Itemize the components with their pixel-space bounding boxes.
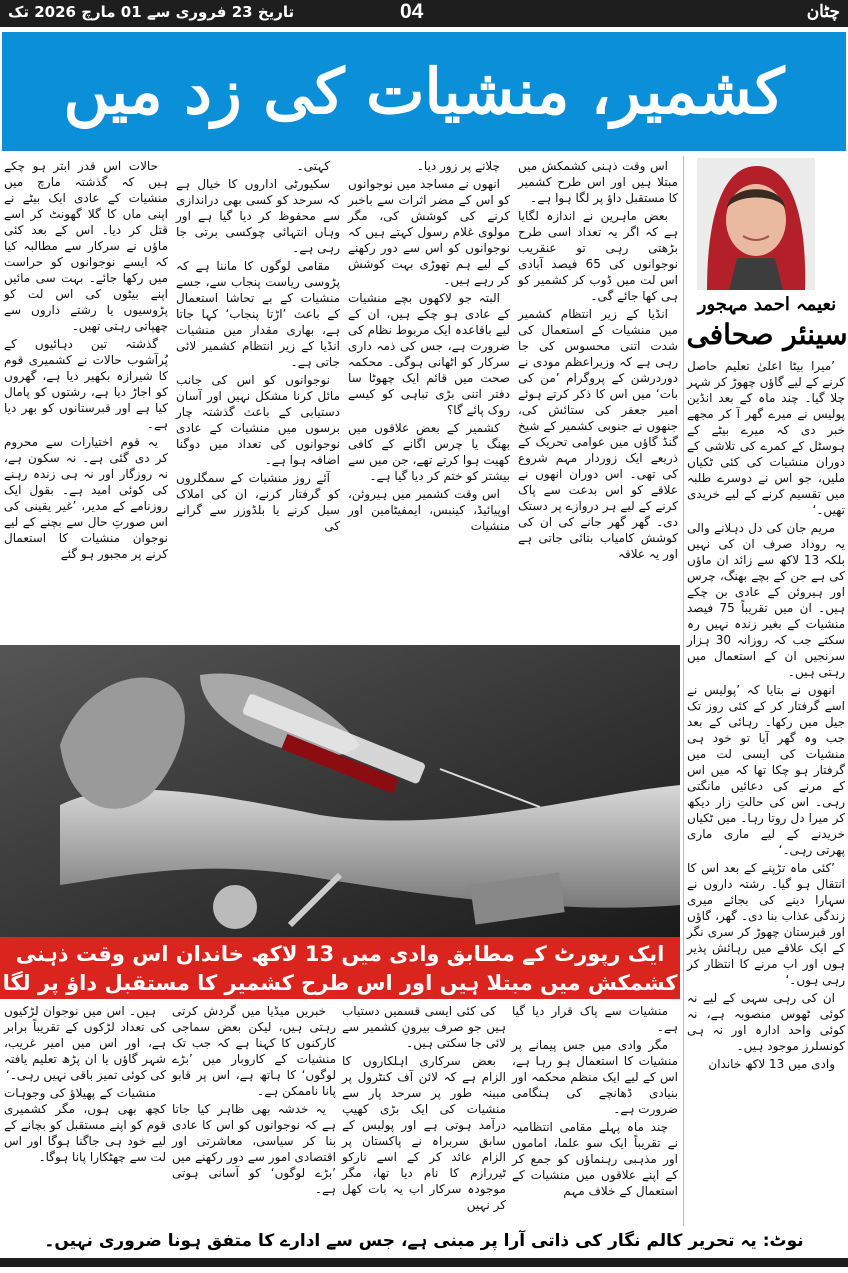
- disclaimer-note: نوٹ: یہ تحریر کالم نگار کی ذاتی آرا پر مبنی ہے، جس سے ادارے کا متفق ہونا ضروری نہیں۔: [44, 1231, 804, 1251]
- paragraph: مگر وادی میں جس پیمانے پر منشیات کا استعمال ہو رہا ہے، اس کے لیے ایک منظم محکمہ اور بنیادی ڈھانچے کی ہنگامی ضرورت ہے۔: [512, 1038, 678, 1116]
- paragraph: البتہ جو لاکھوں بچے منشیات کے عادی ہو چکے ہیں، ان کے لیے باقاعدہ ایک مربوط نظام کی ضرورت ہے، جس کی ذمہ داری سرکار کو اٹھانی ہوگی۔ محکمہ صحت میں قائم ایک چھوٹا سا دفتر اتنی بڑی تباہی کو کیسے روک پائے گا؟: [348, 291, 510, 417]
- top-column-3: [176, 158, 340, 536]
- column-divider: [683, 156, 684, 1226]
- top-column-4: [4, 158, 168, 564]
- top-column-1: [518, 158, 678, 564]
- page-number: 04: [400, 0, 424, 23]
- paragraph: مریم جان کی دل دہلانے والی یہ روداد صرف ان کی نہیں بلکہ 13 لاکھ سے زائد ان ماؤں کی ہے جن کے بچے بھنگ، چرس اور ہیروئن کے عادی بن چکے ہیں۔ ان میں تقریباً 75 فیصد منشیات کے بغیر زندہ نہیں رہ سکتے جب کہ روزانہ 30 ہزار سرنجیں ان کے استعمال میں رہتی ہیں۔: [687, 521, 845, 679]
- top-column-2: [348, 158, 510, 536]
- paragraph: بعض سرکاری اہلکاروں کا الزام ہے کہ لائن آف کنٹرول پر مبینہ طور پر سرحد پار سے منشیات کی ایک بڑی کھیپ درآمد ہوتی ہے اور پولیس کے سابق سربراہ نے پاکستان پر الزام عائد کر کے اسے نارکو ٹیررازم کا نام دیا تھا، مگر موجودہ سرکار اب یہ بات کھل کر نہیں: [342, 1054, 506, 1212]
- paragraph: منشیات کے پھیلاؤ کی وجوہات کچھ بھی ہوں، مگر کشمیری قوم کو اپنے مستقبل کو بچانے کے لیے خود ہی جاگنا ہوگا اور اس لت سے چھٹکارا پانا ہوگا۔: [4, 1086, 166, 1164]
- paragraph: ’میرا بیٹا اعلیٰ تعلیم حاصل کرنے کے لیے گاؤں چھوڑ کر شہر چلا گیا۔ چند ماہ کے بعد انڈین پولیس نے میرے گھر آ کر مجھے خبر دی کہ میرے بیٹے کے ہوسٹل کے کمرے کی تلاشی کے دوران منشیات کی کئی ٹکیاں ملیں، جو اس نے دوسرے طلبہ میں تقسیم کرنے کے لیے خریدی تھیں۔‘: [687, 359, 845, 517]
- paragraph: ہیں۔ اس میں نوجوان لڑکیوں کی تعداد لڑکوں کے تقریباً برابر ہے، اور اس میں امیر غریب، شہر گاؤں یا ان پڑھ تعلیم یافتہ کی کوئی تمیز باقی نہیں رہی۔‘: [4, 1004, 166, 1082]
- paragraph: سکیورٹی اداروں کا خیال ہے کہ سرحد کو کسی بھی دراندازی سے محفوظ کر دیا گیا ہے اور وہاں انتہائی چوکسی برتی جا رہی ہے۔: [176, 177, 340, 255]
- author-byline: [686, 293, 848, 353]
- paragraph: اس وقت کشمیر میں ہیروئن، اوپیائیڈ، کینبس، ایمفیٹامین اور منشیات: [348, 487, 510, 533]
- paragraph: کشمیر کے بعض علاقوں میں بھنگ یا چرس اگانے کے کافی کھیت ہوا کرتے تھے، جن میں سے بیشتر کو ختم کر دیا گیا ہے۔: [348, 421, 510, 483]
- paragraph: چند ماہ پہلے مقامی انتظامیہ نے تقریباً ایک سو علما، اماموں اور مذہبی رہنماؤں کو جمع کر کے اپنے علاقوں میں منشیات کے استعمال کے خلاف مہم: [512, 1120, 678, 1198]
- photo-caption: ایک رپورٹ کے مطابق وادی میں 13 لاکھ خاندان اس وقت ذہنی کشمکش میں مبتلا ہیں اور اس طرح کشمیر کا مستقبل داؤ پر لگا ہوا ہے: [0, 937, 680, 999]
- paragraph: وادی میں 13 لاکھ خاندان: [708, 1057, 835, 1071]
- paragraph: مقامی لوگوں کا ماننا ہے کہ پڑوسی ریاست پنجاب سے، جسے منشیات کے بے تحاشا استعمال کے باعث ’اڑتا پنجاب‘ کہا جاتا ہے، بھاری مقدار میں منشیات انڈیا کے زیر انتظام کشمیر لائی جاتی ہے۔: [176, 259, 340, 369]
- headline-banner: [2, 32, 846, 151]
- paragraph: انھوں نے بتایا کہ ’پولیس نے اسے گرفتار کر کے کئی روز تک جیل میں رکھا۔ رہائی کے بعد جب وہ گھر آیا تو خود ہی منشیات کی ایسی لت میں گرفتار ہو چکا تھا کہ میں اس کے مرنے کی دعائیں مانگتی رہی۔ اس کی حالتِ زار دیکھ کر میرا دل روتا رہا۔ میں ٹکیاں خریدنے کے لیے ماری ماری پھرتی رہی۔‘: [687, 683, 845, 857]
- issue-date: تاریخ 23 فروری سے 01 مارچ 2026 تک: [8, 3, 295, 21]
- drug-syringe-photo: [0, 645, 680, 937]
- bottom-column-4: [4, 1003, 166, 1167]
- headline: کشمیر، منشیات کی زد میں: [63, 55, 785, 128]
- paragraph: کہتی۔: [296, 159, 330, 173]
- paragraph: بعض ماہرین نے اندازہ لگایا ہے کہ اگر یہ تعداد اسی طرح بڑھتی رہی تو عنقریب نوجوانوں کی 65 فیصد آبادی اس لت میں ڈوب کر کشمیر کو ہی کھا جائے گی۔: [518, 209, 678, 303]
- paragraph: حالات اس قدر ابتر ہو چکے ہیں کہ گذشتہ مارچ میں منشیات کے عادی ایک بیٹے نے اپنی ماں کا گلا گھونٹ کر اسے قتل کر دیا۔ اس کے بعد کئی ماؤں نے سرکار سے مطالبہ کیا کہ ایسے نوجوانوں کو حراست میں رکھا جائے۔ بہت سی مائیں اپنے بیٹوں کی اس لت کو پڑوسیوں یا رشتے داروں سے چھپاتی رہتی تھیں۔: [4, 159, 168, 333]
- paragraph: آئے روز منشیات کے سمگلروں کو گرفتار کرنے، ان کی املاک سیل کرنے یا بلڈوزر سے گرانے کی: [176, 471, 340, 533]
- header-bar: [0, 0, 848, 27]
- paragraph: یہ قوم اختیارات سے محروم کر دی گئی ہے۔ نہ سکون ہے، نہ روزگار اور نہ ہی زندہ رہنے کی کوئی امید ہے۔ بقول ایک روزنامے کے مدیر، ’غیر یقینی کی اس صورتِ حال سے بچنے کے لیے نوجوان منشیات کا استعمال کرنے پر مجبور ہو گئے: [4, 435, 168, 561]
- paragraph: اس وقت ذہنی کشمکش میں مبتلا ہیں اور اس طرح کشمیر کا مستقبل داؤ پر لگا ہوا ہے۔: [518, 159, 678, 205]
- bottom-column-3: [172, 1003, 336, 1199]
- paragraph: ’کئی ماہ تڑپنے کے بعد اس کا انتقال ہو گیا۔ رشتہ داروں نے سہارا دینے کی بجائے میری زندگی عذاب بنا دی۔ گھر، گاؤں اور قبرستان چھوڑ کر سری نگر کے ایک علاقے میں رہائش پذیر ہوں اور اب مرنے کا انتظار کر رہی ہوں۔‘: [687, 861, 845, 987]
- paragraph: انھوں نے مساجد میں نوجوانوں کو اس کے مضر اثرات سے باخبر کرنے کی کوشش کی، مگر مولوی غلام رسول کہتے ہیں کہ نوجوانوں کو اس سے دور رکھنے کے لیے ہم تھوڑی بہت کوشش کر رہے ہیں۔: [348, 177, 510, 287]
- author-title: سینئر صحافی: [686, 318, 848, 351]
- author-photo: [697, 158, 815, 290]
- paragraph: نوجوانوں کو اس کی جانب مائل کرنا مشکل نہیں اور آسان دستیابی کے باعث گذشتہ چار برسوں میں منشیات کے عادی نوجوانوں کی تعداد میں دوگنا اضافہ ہوا ہے۔: [176, 373, 340, 467]
- paragraph: خبریں میڈیا میں گردش کرتی رہتی ہیں، لیکن بعض سماجی کارکنوں کا کہنا ہے کہ جب تک منشیات کے کاروبار میں ’بڑے لوگوں‘ کا ہاتھ ہے، اس پر قابو پانا ناممکن ہے۔: [172, 1004, 336, 1098]
- page-footer: [0, 1228, 848, 1267]
- paragraph: ان کی رہی سہی کے لیے نہ کوئی ٹھوس منصوبہ ہے، نہ کوئی واحد ادارہ اور نہ ہی کونسلرز موجود ہیں۔: [687, 991, 845, 1053]
- paragraph: گذشتہ تین دہائیوں کے پُرآشوب حالات نے کشمیری قوم کا شیرازہ بکھیر دیا ہے، گھروں کو اجاڑ دیا ہے، رشتوں کو پامال کیا ہے اور قبرستانوں کو بھر دیا ہے۔: [4, 337, 168, 431]
- masthead-logo: چٹان: [806, 2, 840, 22]
- paragraph: یہ خدشہ بھی ظاہر کیا جاتا ہے کہ نوجوانوں کو اس کا عادی بنا کر سیاسی، معاشرتی اور اقتصادی امور سے دور رکھنے میں ’بڑے لوگوں‘ کو آسانی ہوتی ہے۔: [172, 1102, 336, 1196]
- paragraph: انڈیا کے زیر انتظام کشمیر میں منشیات کے استعمال کی شدت اتنی محسوس کی جا رہی ہے کہ وزیراعظم مودی نے دوردرشن کے پروگرام ’من کی بات‘ میں اس کا ذکر کرتے ہوئے امیر جعفر کی ستائش کی، جنھوں نے جنوبی کشمیر کے شیخ گنڈ گاؤں میں عوامی تحریک کے ذریعے ایک زوردار مہم شروع کی تھی۔ اس دوران انھوں نے علاقے کو اس بدعت سے پاک کرنے کے لیے ہر دروازے پر دستک دی۔ گھر گھر جانے کی ان کی کوشش کامیاب بتائی جاتی ہے اور یہ علاقہ: [518, 307, 678, 561]
- bottom-column-2: [342, 1003, 506, 1215]
- right-column: [687, 358, 845, 1074]
- bottom-column-1: [512, 1003, 678, 1201]
- paragraph: منشیات سے پاک قرار دیا گیا ہے۔: [512, 1004, 678, 1034]
- paragraph: کی کئی ایسی قسمیں دستیاب ہیں جو صرف بیرونِ کشمیر سے لائی جا سکتی ہیں۔: [342, 1004, 506, 1050]
- author-name: نعیمہ احمد مہجور: [697, 294, 837, 315]
- paragraph: چلانے پر زور دیا۔: [416, 159, 500, 173]
- footer-bar: [0, 1258, 848, 1267]
